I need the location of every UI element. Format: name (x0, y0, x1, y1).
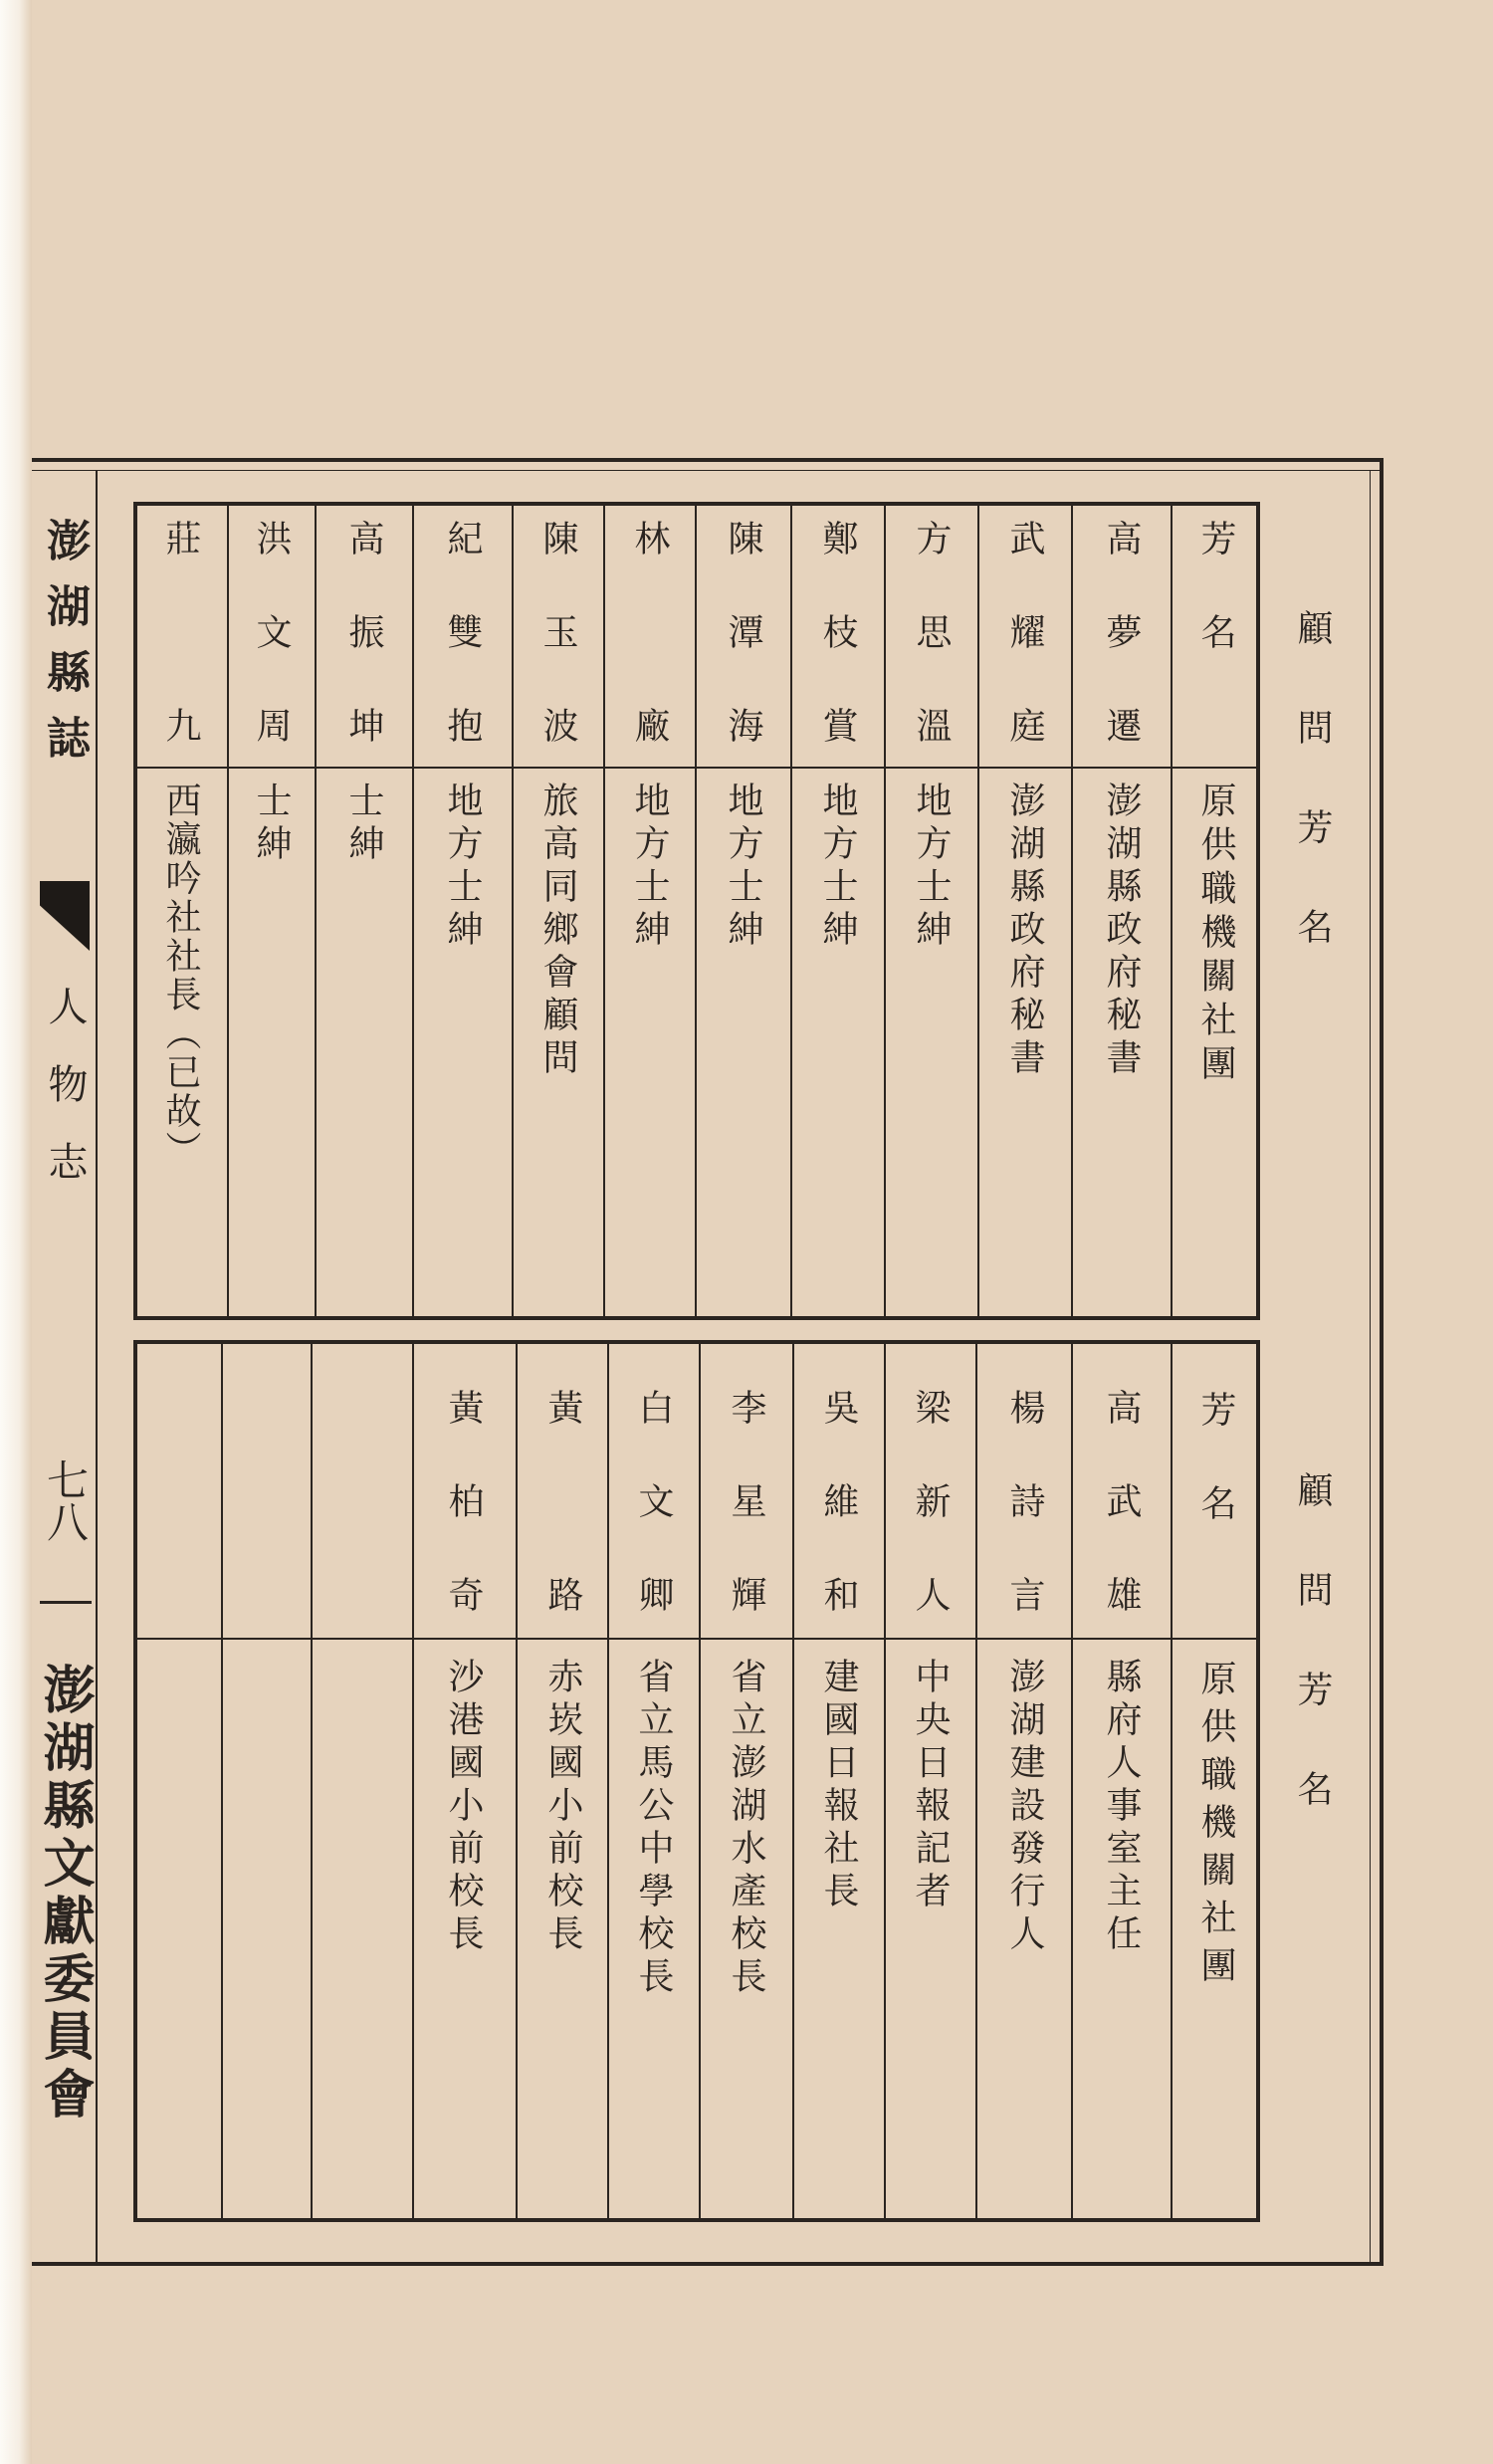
upper-row-name: 高夢遷 (1101, 520, 1142, 800)
upper-row-name: 紀雙抱 (442, 520, 483, 800)
upper-row-role: 澎湖縣政府秘書 (1004, 782, 1045, 1081)
lower-header-rule (133, 1638, 1260, 1640)
lower-row-name: 李星輝 (726, 1389, 766, 1670)
lower-col-rule (607, 1340, 609, 2222)
upper-header-rule (133, 767, 1260, 769)
upper-col-rule (977, 502, 979, 1320)
lower-row-role: 省立澎湖水產校長 (726, 1658, 766, 2000)
upper-row-role: 士紳 (343, 782, 384, 867)
upper-col-rule (1171, 502, 1173, 1320)
upper-row-role: 澎湖縣政府秘書 (1101, 782, 1142, 1081)
frame-right-rule-inner (1370, 470, 1371, 2262)
lower-col-rule (1071, 1340, 1073, 2222)
lower-table (133, 1340, 1260, 2222)
upper-col-rule (695, 502, 697, 1320)
upper-col-rule (1071, 502, 1073, 1320)
lower-col-rule (221, 1340, 223, 2222)
lower-row-role: 中央日報記者 (910, 1658, 951, 1914)
lower-header-role: 原供職機關社團 (1195, 1660, 1236, 1994)
upper-row-role: 旅高同鄉會顧問 (537, 782, 578, 1081)
upper-row-name: 林 廠 (629, 520, 670, 800)
upper-row-name: 陳玉波 (537, 520, 578, 800)
frame-right-rule (1380, 458, 1384, 2266)
upper-col-rule (512, 502, 514, 1320)
upper-col-rule (227, 502, 229, 1320)
spine-title: 澎湖縣誌 (39, 518, 90, 781)
lower-row-role: 縣府人事室主任 (1101, 1658, 1142, 1957)
lower-col-rule (792, 1340, 794, 2222)
lower-col-rule (1171, 1340, 1173, 2222)
lower-row-name: 吳維和 (818, 1389, 859, 1670)
lower-row-role: 澎湖建設發行人 (1004, 1658, 1045, 1957)
upper-row-name: 洪文周 (251, 520, 292, 800)
frame-top-rule (32, 458, 1384, 462)
upper-row-role: 西瀛吟社社長（已故） (160, 782, 201, 1170)
lower-row-role: 省立馬公中學校長 (633, 1658, 674, 2000)
upper-row-name: 方思溫 (911, 520, 952, 800)
lower-col-rule (884, 1340, 886, 2222)
lower-row-name: 白文卿 (633, 1389, 674, 1670)
lower-row-role: 赤崁國小前校長 (542, 1658, 583, 1957)
lower-row-name: 黃 路 (542, 1389, 583, 1670)
lower-col-rule (516, 1340, 518, 2222)
upper-row-name: 高振坤 (343, 520, 384, 800)
lower-row-name: 高武雄 (1101, 1389, 1142, 1670)
lower-row-role: 沙港國小前校長 (443, 1658, 484, 1957)
upper-row-name: 莊 九 (160, 520, 201, 800)
upper-row-name: 鄭枝賞 (817, 520, 858, 800)
upper-col-rule (790, 502, 792, 1320)
spine-fishtail-mark (40, 881, 90, 951)
upper-row-role: 地方士紳 (723, 782, 763, 953)
lower-side-title: 顧問芳名 (1292, 1471, 1333, 1870)
upper-table (133, 502, 1260, 1320)
upper-row-name: 陳潭海 (723, 520, 763, 800)
upper-col-rule (884, 502, 886, 1320)
upper-side-title: 顧問芳名 (1292, 609, 1333, 1008)
lower-header-name: 芳名 (1195, 1391, 1236, 1578)
upper-row-role: 士紳 (251, 782, 292, 867)
spine-rule (40, 1601, 92, 1604)
upper-row-role: 地方士紳 (629, 782, 670, 953)
upper-row-name: 武耀庭 (1004, 520, 1045, 800)
upper-row-role: 地方士紳 (817, 782, 858, 953)
upper-header-name: 芳名 (1195, 520, 1236, 707)
page-edge (0, 0, 32, 2464)
lower-row-name: 楊詩言 (1004, 1389, 1045, 1670)
lower-col-rule (412, 1340, 414, 2222)
page-number: 七八 (41, 1458, 90, 1542)
lower-row-role: 建國日報社長 (818, 1658, 859, 1914)
upper-col-rule (315, 502, 317, 1320)
lower-col-rule (311, 1340, 313, 2222)
lower-col-rule (699, 1340, 701, 2222)
spine-divider (96, 470, 98, 2262)
lower-row-name: 梁新人 (910, 1389, 951, 1670)
lower-col-rule (975, 1340, 977, 2222)
lower-row-name: 黃柏奇 (443, 1389, 484, 1670)
upper-header-role: 原供職機關社團 (1195, 782, 1236, 1088)
upper-col-rule (412, 502, 414, 1320)
frame-top-rule-inner (32, 470, 1384, 471)
spine-section: 人物志 (42, 986, 88, 1219)
upper-row-role: 地方士紳 (442, 782, 483, 953)
upper-col-rule (603, 502, 605, 1320)
upper-row-role: 地方士紳 (911, 782, 952, 953)
spine-publisher: 澎湖縣文獻委員會 (34, 1663, 95, 2125)
frame-bottom-rule (32, 2262, 1384, 2266)
